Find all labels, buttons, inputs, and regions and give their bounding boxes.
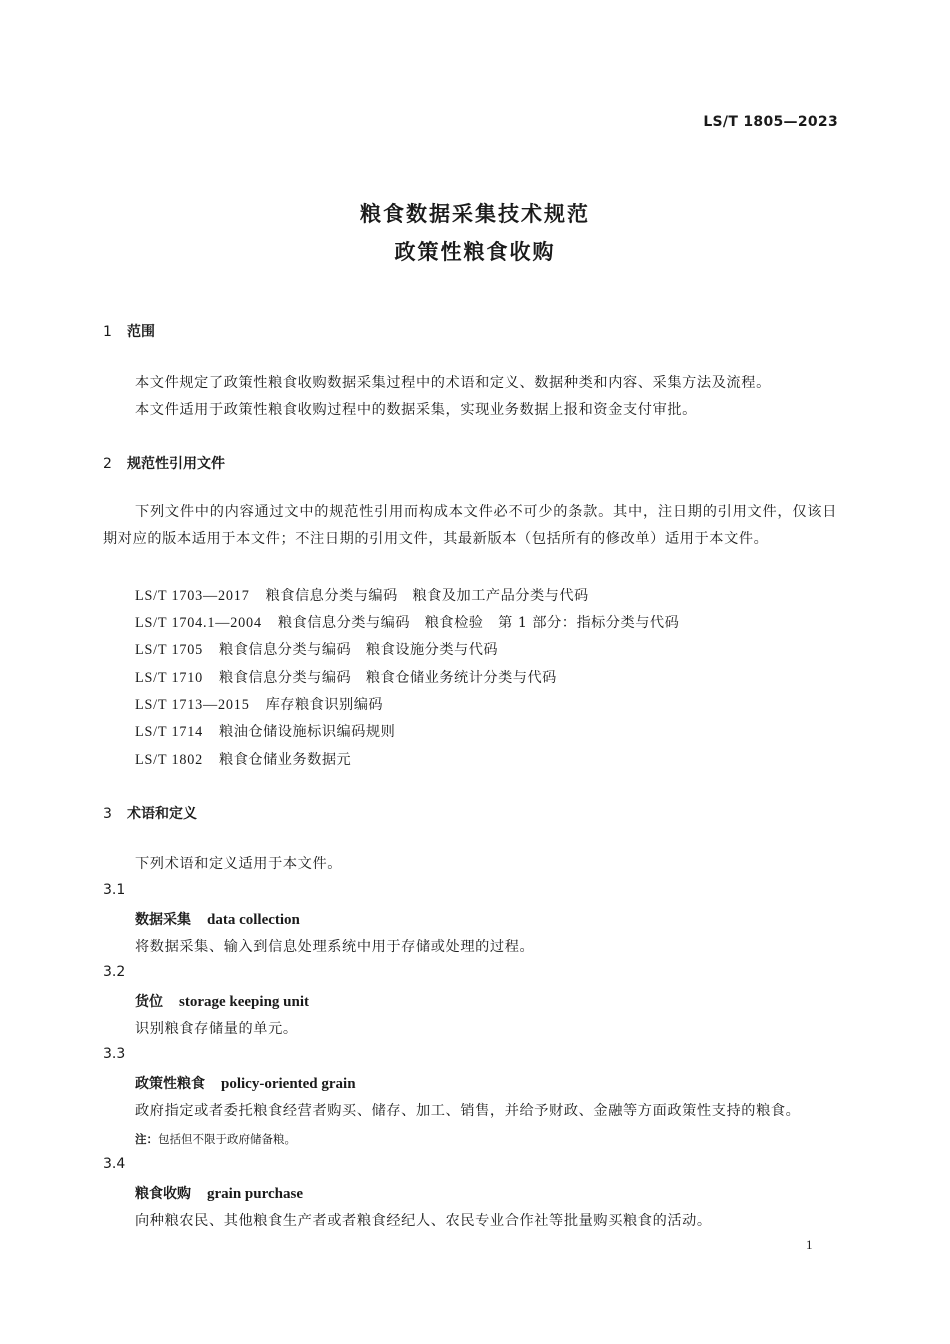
reference-code: LS/T 1802 (135, 752, 204, 768)
reference-title: 粮食信息分类与编码 粮食检验 第 1 部分：指标分类与代码 (277, 615, 680, 631)
reference-code: LS/T 1705 (135, 642, 204, 658)
reference-item (135, 721, 395, 741)
term-definition: 政府指定或者委托粮食经营者购买、储存、加工、销售，并给予财政、金融等方面政策性支持的粮食。 (135, 1103, 801, 1119)
reference-code: LS/T 1713—2015 (135, 697, 250, 713)
reference-code: LS/T 1710 (135, 670, 204, 686)
section-number: 3 (103, 806, 112, 822)
reference-title: 粮食信息分类与编码 粮食及加工产品分类与代码 (265, 588, 589, 604)
standard-number: LS/T 1805—2023 (703, 114, 838, 130)
reference-code: LS/T 1703—2017 (135, 588, 250, 604)
document-subtitle: 政策性粮食收购 (394, 240, 556, 264)
reference-item (135, 639, 498, 659)
reference-code: LS/T 1704.1—2004 (135, 615, 262, 631)
section-number: 1 (103, 324, 112, 340)
reference-title: 粮食信息分类与编码 粮食仓储业务统计分类与代码 (219, 670, 557, 686)
term-number: 3.1 (103, 882, 126, 898)
section-title: 规范性引用文件 (127, 456, 225, 472)
reference-title: 库存粮食识别编码 (265, 697, 384, 713)
term-definition: 将数据采集、输入到信息处理系统中用于存储或处理的过程。 (135, 939, 535, 955)
term-note (135, 1131, 296, 1147)
reference-item (135, 667, 557, 687)
section-heading-3 (103, 803, 197, 823)
reference-item (135, 749, 351, 769)
reference-title: 粮食信息分类与编码 粮食设施分类与代码 (219, 642, 499, 658)
reference-item (135, 585, 589, 605)
paragraph: 下列术语和定义适用于本文件。 (135, 856, 343, 872)
reference-item (135, 694, 383, 714)
section-title: 术语和定义 (127, 806, 197, 822)
term-definition: 识别粮食存储量的单元。 (135, 1021, 298, 1037)
term-number: 3.3 (103, 1046, 126, 1062)
document-title: 粮食数据采集技术规范 (360, 202, 590, 226)
section-number: 2 (103, 456, 112, 472)
note-text: 包括但不限于政府储备粮。 (158, 1132, 296, 1146)
term-heading (135, 1073, 356, 1093)
section-heading-1 (103, 321, 155, 341)
term-zh: 数据采集 (135, 912, 191, 928)
page-number: 1 (806, 1237, 813, 1252)
reference-code: LS/T 1714 (135, 724, 204, 740)
term-definition: 向种粮农民、其他粮食生产者或者粮食经纪人、农民专业合作社等批量购买粮食的活动。 (135, 1213, 712, 1229)
term-number: 3.2 (103, 964, 126, 980)
term-en: policy-oriented grain (221, 1076, 356, 1092)
section-heading-2 (103, 453, 225, 473)
reference-title: 粮油仓储设施标识编码规则 (219, 724, 396, 740)
paragraph: 本文件规定了政策性粮食收购数据采集过程中的术语和定义、数据种类和内容、采集方法及流程。 (135, 375, 771, 391)
term-zh: 货位 (135, 994, 163, 1010)
paragraph: 本文件适用于政策性粮食收购过程中的数据采集，实现业务数据上报和资金支付审批。 (135, 402, 697, 418)
reference-item (135, 612, 679, 632)
term-number: 3.4 (103, 1156, 126, 1172)
term-en: data collection (207, 912, 300, 928)
reference-title: 粮食仓储业务数据元 (219, 752, 352, 768)
section-title: 范围 (127, 324, 155, 340)
note-label: 注： (135, 1132, 158, 1146)
paragraph: 下列文件中的内容通过文中的规范性引用而构成本文件必不可少的条款。其中，注日期的引用文件，仅该日期对应的版本适用于本文件；不注日期的引用文件，其最新版本（包括所有的修改单）适用于本文件。 (103, 504, 837, 547)
term-heading (135, 909, 300, 929)
term-en: grain purchase (207, 1186, 303, 1202)
term-heading (135, 991, 309, 1011)
term-en: storage keeping unit (179, 994, 310, 1010)
term-zh: 政策性粮食 (135, 1076, 205, 1092)
term-heading (135, 1183, 303, 1203)
term-zh: 粮食收购 (135, 1186, 191, 1202)
